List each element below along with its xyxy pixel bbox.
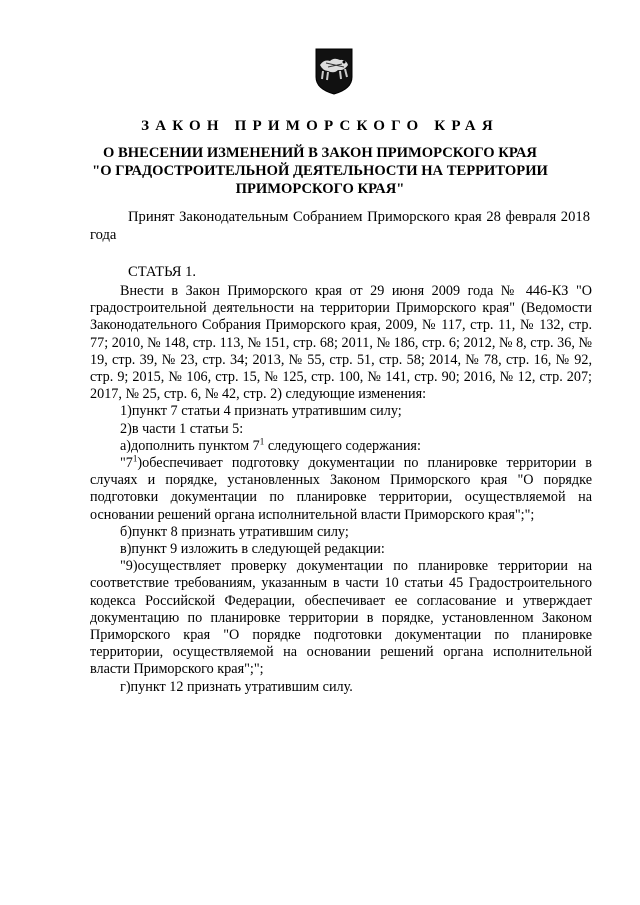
item-a-text: а)дополнить пунктом 7 <box>120 437 260 454</box>
law-subtitle-line-3: ПРИМОРСКОГО КРАЯ" <box>235 181 405 197</box>
quote-7-text: "7 <box>120 455 133 472</box>
quote-7-text-end: )обеспечивает подготовку документации по планировке территории в случаях и порядке, установленных Законом Приморского края "О порядке подготовки документации по планировке территории, осуществляемой на основании решений органа исполнительной власти Приморского края";"; <box>90 455 592 523</box>
primorsky-krai-coat-of-arms-icon <box>314 47 354 95</box>
law-subtitle-line-2: "О ГРАДОСТРОИТЕЛЬНОЙ ДЕЯТЕЛЬНОСТИ НА ТЕРРИТОРИИ <box>92 163 548 179</box>
amendment-item-1: 1)пункт 7 статьи 4 признать утратившим силу; <box>120 403 402 420</box>
item-a-superscript: 1 <box>259 436 265 447</box>
amendment-item-b: б)пункт 8 признать утратившим силу; <box>120 523 349 540</box>
amendment-item-2: 2)в части 1 статьи 5: <box>120 420 244 437</box>
quoted-point-9: "9)осуществляет проверку документации по планировке территории на соответствие требованиям, указанным в части 10 статьи 45 Градостроительного кодекса Российской Федерации, обеспечивает ее согласование и утверждает документацию по планировке территории в порядке, установленном Законом Приморского края "О порядке подготовки документации по планировке территории, осуществляемой на основании решений органа исполнительной власти Приморского края";"; <box>90 558 592 678</box>
article-body <box>90 283 592 696</box>
quote-7-superscript: 1 <box>132 453 138 464</box>
law-subtitle-line-1: О ВНЕСЕНИИ ИЗМЕНЕНИЙ В ЗАКОН ПРИМОРСКОГО КРАЯ <box>103 145 537 161</box>
amendment-item-g: г)пункт 12 признать утратившим силу. <box>120 678 353 695</box>
law-title: ЗАКОН ПРИМОРСКОГО КРАЯ <box>141 118 499 134</box>
quoted-point-7-1 <box>90 455 592 524</box>
item-a-text-end: следующего содержания: <box>264 437 421 454</box>
article-heading: СТАТЬЯ 1. <box>128 264 197 280</box>
amendment-item-a <box>90 438 592 455</box>
adoption-statement: Принят Законодательным Собранием Приморского края 28 февраля 2018 года <box>90 209 590 243</box>
amendment-item-v: в)пункт 9 изложить в следующей редакции: <box>120 541 385 558</box>
article-intro-paragraph: Внести в Закон Приморского края от 29 июня 2009 года № 446-КЗ "О градостроительной деятельности на территории Приморского края" (Ведомости Законодательного Собрания Приморского края, 2009, № 117, стр. 11, № 132, стр. 77; 2010, № 148, стр. 113, № 151, стр. 68; 2011, № 186, стр. 6; 2012, № 8, стр. 36, № 19, стр. 39, № 23, стр. 34; 2013, № 55, стр. 51, стр. 58; 2014, № 78, стр. 16, № 92, стр. 9; 2015, № 106, стр. 15, № 125, стр. 100, № 141, стр. 90; 2016, № 12, стр. 207; 2017, № 25, стр. 6, № 42, стр. 2) следующие изменения: <box>90 283 592 403</box>
